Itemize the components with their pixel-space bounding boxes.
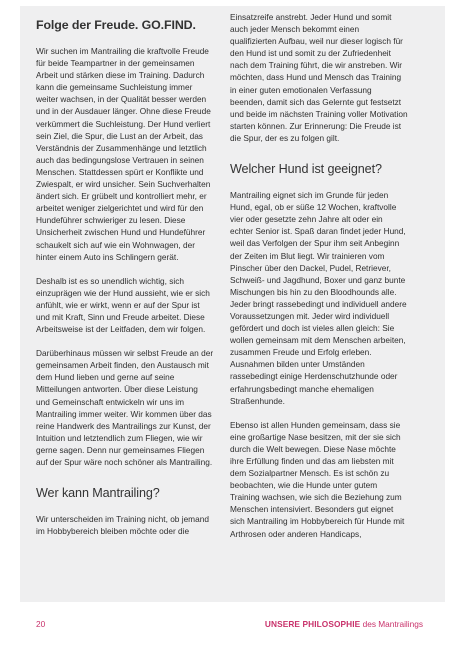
- running-title: [265, 617, 423, 631]
- running-title-light: des Mantrailings: [360, 619, 423, 629]
- right-column: [230, 11, 408, 540]
- paragraph: Ebenso ist allen Hunden gemeinsam, dass sie eine großartige Nase besitzen, mit der sie sich durch die Welt bewegen. Diese Nase möchte ihre Erfüllung finden und das am liebsten mit dem Sozialpartner Mensch. Es ist schön zu beobachten, wie die Hunde unter gutem Training wachsen, wie sich die Beziehung zum Menschen intensiviert. Besonders gut eignet sich Mantrailing im Hobbybereich für Hunde mit Arthrosen oder anderen Handicaps,: [230, 419, 405, 539]
- section-heading-follow-joy: Folge der Freude. GO.FIND.: [36, 18, 196, 32]
- paragraph: Wir suchen im Mantrailing die kraftvolle Freude für beide Teampartner in der gemeinsamen Arbeit und stärken diese im Training. Dadurch kann die gemeinsame Suchleistung immer weiter wachsen, in der Qualität besser werden und in der Ausdauer länger. Ohne diese Freude verkümmert die Suchleistung. Der Hund verliert sein Ziel, die Spur, die Lust an der Arbeit, das Verständnis der Zusammenhänge und letztlich auch das bedingungslose Vertrauen in seinen Menschen. Stattdessen spürt er Konflikte und Zwiespalt, er wird unsicher. Sein Suchverhalten ändert sich. Er grübelt und kontrolliert mehr, er arbeitet weniger zielgerichtet und wird für den Hundeführer schwieriger zu lesen. Diese Unsicherheit zwischen Hund und Hundeführer schaukelt sich auf wie ein Wohnwagen, der hinter einem Auto ins Schlingern gerät.: [36, 46, 211, 262]
- section-heading-who-can: Wer kann Mantrailing?: [36, 486, 160, 501]
- paragraph: Wir unterscheiden im Training nicht, ob jemand im Hobbybereich bleiben möchte oder die: [36, 514, 209, 537]
- paragraph: Deshalb ist es so unendlich wichtig, sich einzuprägen wie der Hund aussieht, wie er sich anfühlt, wie er wirkt, wenn er auf der Spur ist und mit Kraft, Sinn und Freude arbeitet. Diese Arbeitsweise ist der Leitfaden, dem wir folgen.: [36, 275, 210, 335]
- section-heading-which-dog: Welcher Hund ist geeignet?: [230, 162, 382, 177]
- page-footer: [36, 617, 423, 631]
- paragraph: Einsatzreife anstrebt. Jeder Hund und somit auch jeder Mensch bekommt einen qualifizierten Aufbau, weil nur dieser logisch für den Hund ist und somit zu der Zufriedenheit nach dem Training führt, die wir anstreben. Wir möchten, dass Hund und Mensch das Training in einer guten emotionalen Verfassung beenden, damit sich das Gelernte gut festsetzt und beide im nächsten Training voller Motivation starten können. Zur Erinnerung: Die Freude ist die Spur, der es zu folgen gilt.: [230, 12, 408, 143]
- left-column: [36, 18, 214, 537]
- paragraph: Mantrailing eignet sich im Grunde für jeden Hund, egal, ob er süße 12 Wochen, kraftvolle vier oder gesetzte zehn Jahre alt oder ein echter Senior ist. Spaß daran findet jeder Hund, weil das Verfolgen der Spur ihm seit Anbeginn der Zeiten im Blut liegt. Wir trainieren vom Pinscher über den Dackel, Pudel, Retriever, Schweiß- und Jagdhund, Boxer und ganz bunte Mischungen bis hin zu den Bloodhounds alle. Jeder bringt rassebedingt und individuell andere Voraussetzungen mit. Jeder wird individuell gefördert und doch ist vieles allen gleich: Sie wollen gemeinsam mit dem Menschen arbeiten, zusammen Freude und Erfolg erleben. Ausnahmen bilden unter Umständen rassebedingt einige Herdenschutzhunde oder erfahrungsbedingt manche ehemaligen Straßenhunde.: [230, 190, 407, 406]
- running-title-strong: UNSERE PHILOSOPHIE: [264, 619, 361, 629]
- paragraph: Darüberhinaus müssen wir selbst Freude an der gemeinsamen Arbeit finden, den Austausch mit dem Hund lieben und gerne auf seine Mitteilungen antworten. Über diese Leistung und Gemeinschaft entwickeln wir uns im Mantrailing immer weiter. Wir kommen über das reine Handwerk des Mantrailings zur Kunst, der Intuition und letztendlich zum Fliegen, wie wir gerne sagen. Denn nur gemeinsames Fliegen auf der Spur wäre noch schöner als Mantrailing.: [36, 348, 214, 467]
- page-number: 20: [36, 619, 46, 629]
